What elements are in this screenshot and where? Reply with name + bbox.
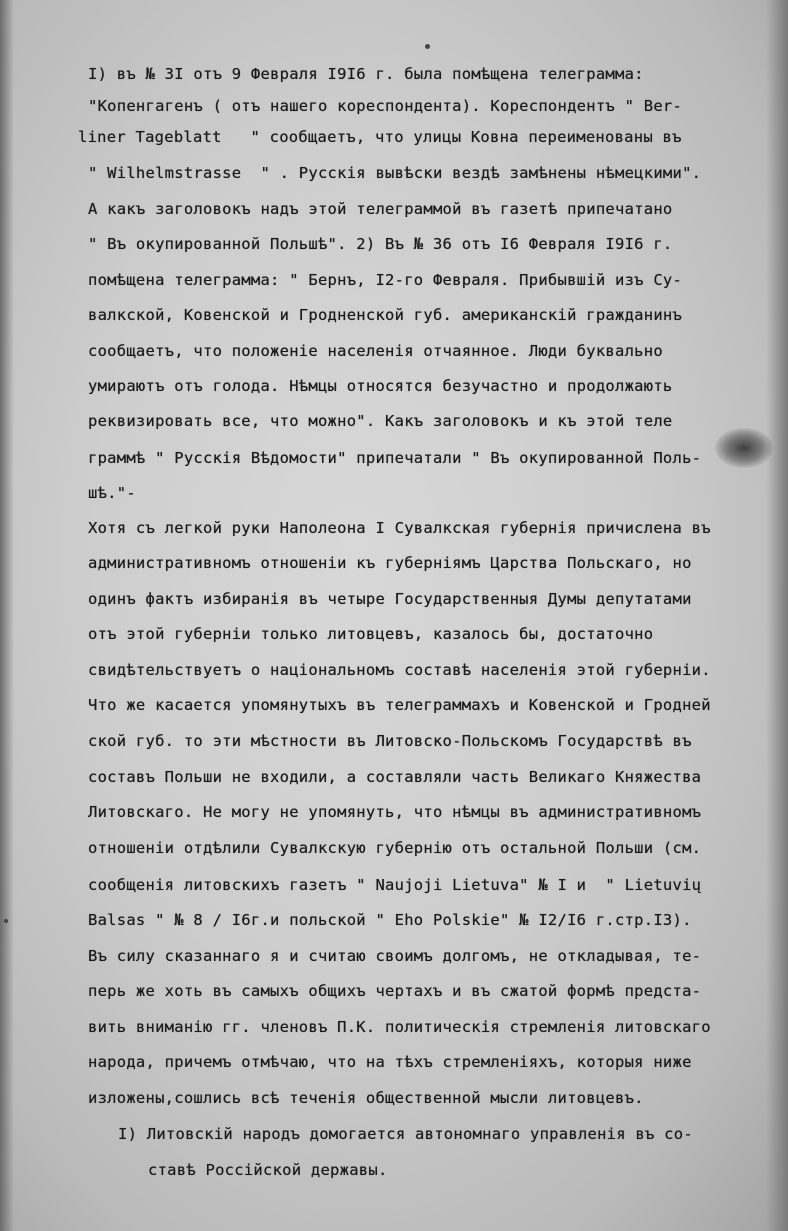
text-line: " Wilhelmstrasse " . Русскія вывѣски вездѣ замѣнены нѣмецкими". [88,164,702,182]
text-line: административномъ отношеніи къ губерніямъ Царства Польскаго, но [88,554,692,572]
text-line: граммѣ " Русскія Вѣдомости" припечатали " Въ окупированной Поль- [88,449,702,467]
text-line: Литовскаго. Не могу не упомянуть, что нѣмцы въ административномъ [88,803,702,821]
text-line: отъ этой губерніи только литовцевъ, казалось бы, достаточно [88,625,654,643]
text-line: сообщаетъ, что положеніе населенія отчаянное. Люди буквально [88,342,663,360]
text-line: сообщенія литовскихъ газетъ " Naujoji Lietuva" № I и " Lietuvių [88,876,702,894]
text-line: составъ Польши не входили, а составляли часть Великаго Княжества [88,768,702,786]
text-line: I) въ № 3I отъ 9 Февраля I9I6 г. была помѣщена телеграмма: [88,65,644,83]
text-line: ставѣ Россійской державы. [148,1161,388,1179]
text-line: помѣщена телеграмма: " Бернъ, I2-го Февраля. Прибывшій изъ Су- [88,271,683,289]
scan-left-edge [0,0,14,1231]
text-line: свидѣтельствуетъ о національномъ составѣ населенія этой губерніи. [88,661,711,679]
scan-right-edge [766,0,788,1231]
text-line: народа, причемъ отмѣчаю, что на тѣхъ стремленіяхъ, которыя ниже [88,1053,692,1071]
text-line: I) Литовскій народъ домогается автономнаго управленія въ со- [118,1125,693,1143]
text-line: вить вниманію гг. членовъ П.К. политическія стремленія литовскаго [88,1018,711,1036]
text-line: умираютъ отъ голода. Нѣмцы относятся безучастно и продолжають [88,377,673,395]
text-line: одинъ фактъ избиранія въ четыре Государственныя Думы депутатами [88,590,692,608]
text-line: liner Tageblatt " сообщаетъ, что улицы Ковна переименованы въ [78,128,682,146]
text-line: Balsas " № 8 / I6г.и польской " Eho Polskie" № I2/I6 г.стр.I3). [88,911,692,929]
ink-speck [4,919,8,923]
text-line: " Въ окупированной Польшѣ". 2) Въ № 36 отъ I6 Февраля I9I6 г. [88,235,673,253]
text-line: реквизировать все, что можно". Какъ заголовокъ и къ этой теле [88,412,673,430]
ink-speck [425,44,430,49]
text-line: изложены,сошлись всѣ теченія общественной мысли литовцевъ. [88,1089,644,1107]
text-line: "Копенгагенъ ( отъ нашего кореспондента). Кореспондентъ " Ber- [88,97,683,115]
text-line: валкской, Ковенской и Гродненской губ. американскій гражданинъ [88,306,683,324]
text-line: А какъ заголовокъ надъ этой телеграммой въ газетѣ припечатано [88,200,673,218]
text-line: отношеніи отдѣлили Сувалкскую губернію отъ остальной Польши (см. [88,839,702,857]
ink-smudge [715,428,773,468]
text-line: ской губ. то эти мѣстности въ Литовско-Польскомъ Государствѣ въ [88,732,692,750]
text-line: перь же хоть въ самыхъ общихъ чертахъ и въ сжатой формѣ предста- [88,982,702,1000]
text-line: шѣ."- [88,484,136,502]
text-line: Что же касается упомянутыхъ въ телеграммахъ и Ковенской и Гродней [88,696,711,714]
text-line: Въ силу сказаннаго я и считаю своимъ долгомъ, не откладывая, те- [88,947,702,965]
text-line: Хотя съ легкой руки Наполеона I Сувалкская губернія причислена въ [88,519,711,537]
